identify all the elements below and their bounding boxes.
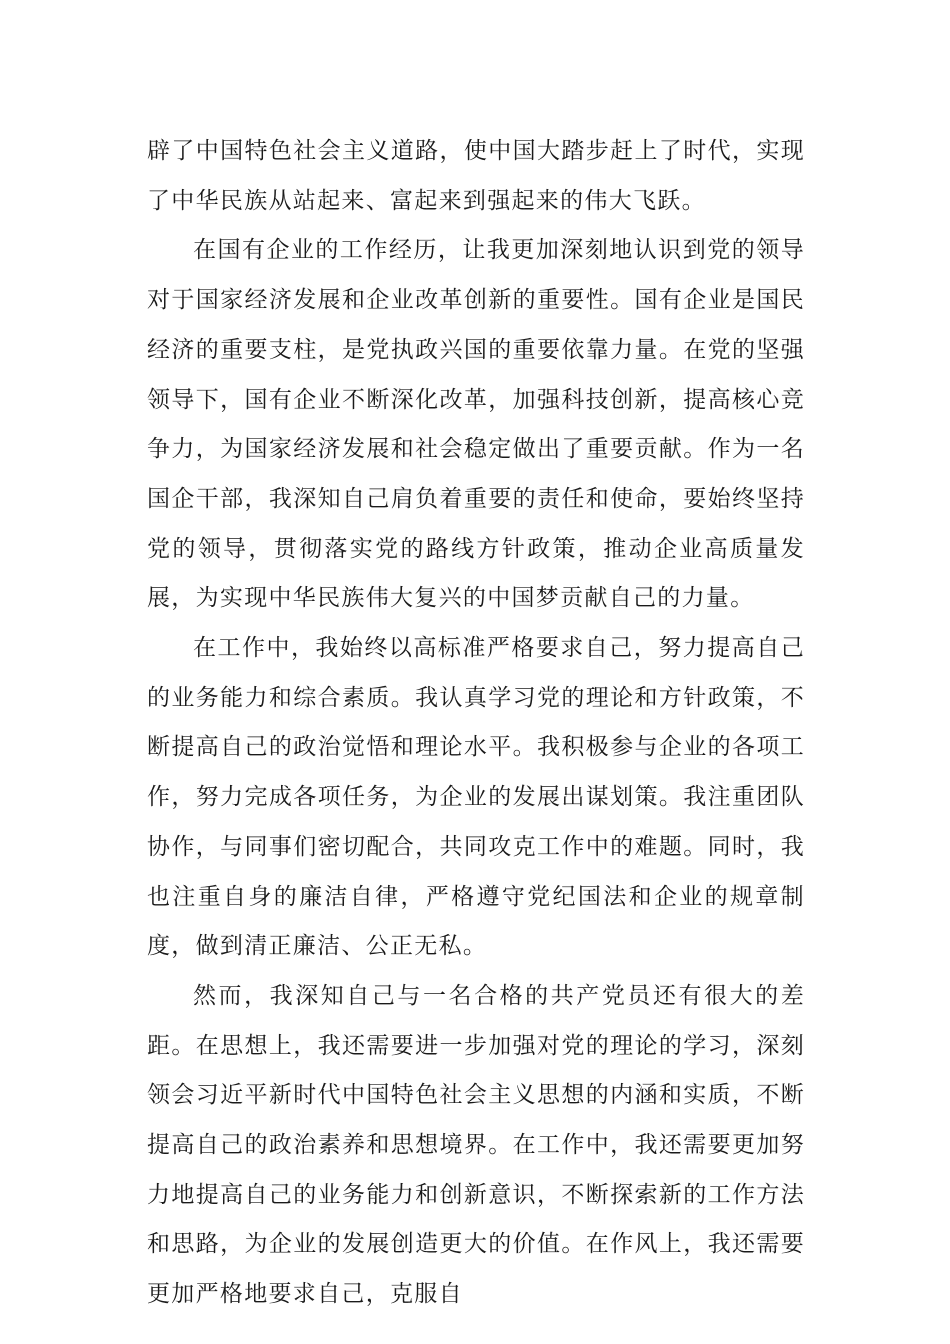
document-body: [147, 127, 805, 1320]
paragraph-soe-experience: 在国有企业的工作经历，让我更加深刻地认识到党的领导对于国家经济发展和企业改革创新的重要性。国有企业是国民经济的重要支柱，是党执政兴国的重要依靠力量。在党的坚强领导下，国有企业不断深化改革，加强科技创新，提高核心竞争力，为国家经济发展和社会稳定做出了重要贡献。作为一名国企干部，我深知自己肩负着重要的责任和使命，要始终坚持党的领导，贯彻落实党的路线方针政策，推动企业高质量发展，为实现中华民族伟大复兴的中国梦贡献自己的力量。: [147, 237, 805, 612]
paragraph-continuation: 辟了中国特色社会主义道路，使中国大踏步赶上了时代，实现了中华民族从站起来、富起来到强起来的伟大飞跃。: [147, 138, 805, 214]
paragraph-work-conduct: 在工作中，我始终以高标准严格要求自己，努力提高自己的业务能力和综合素质。我认真学习党的理论和方针政策，不断提高自己的政治觉悟和理论水平。我积极参与企业的各项工作，努力完成各项任务，为企业的发展出谋划策。我注重团队协作，与同事们密切配合，共同攻克工作中的难题。同时，我也注重自身的廉洁自律，严格遵守党纪国法和企业的规章制度，做到清正廉洁、公正无私。: [147, 635, 805, 960]
paragraph-shortcomings: 然而，我深知自己与一名合格的共产党员还有很大的差距。在思想上，我还需要进一步加强对党的理论的学习，深刻领会习近平新时代中国特色社会主义思想的内涵和实质，不断提高自己的政治素养和思想境界。在工作中，我还需要更加努力地提高自己的业务能力和创新意识，不断探索新的工作方法和思路，为企业的发展创造更大的价值。在作风上，我还需要更加严格地要求自己，克服自: [147, 982, 805, 1308]
